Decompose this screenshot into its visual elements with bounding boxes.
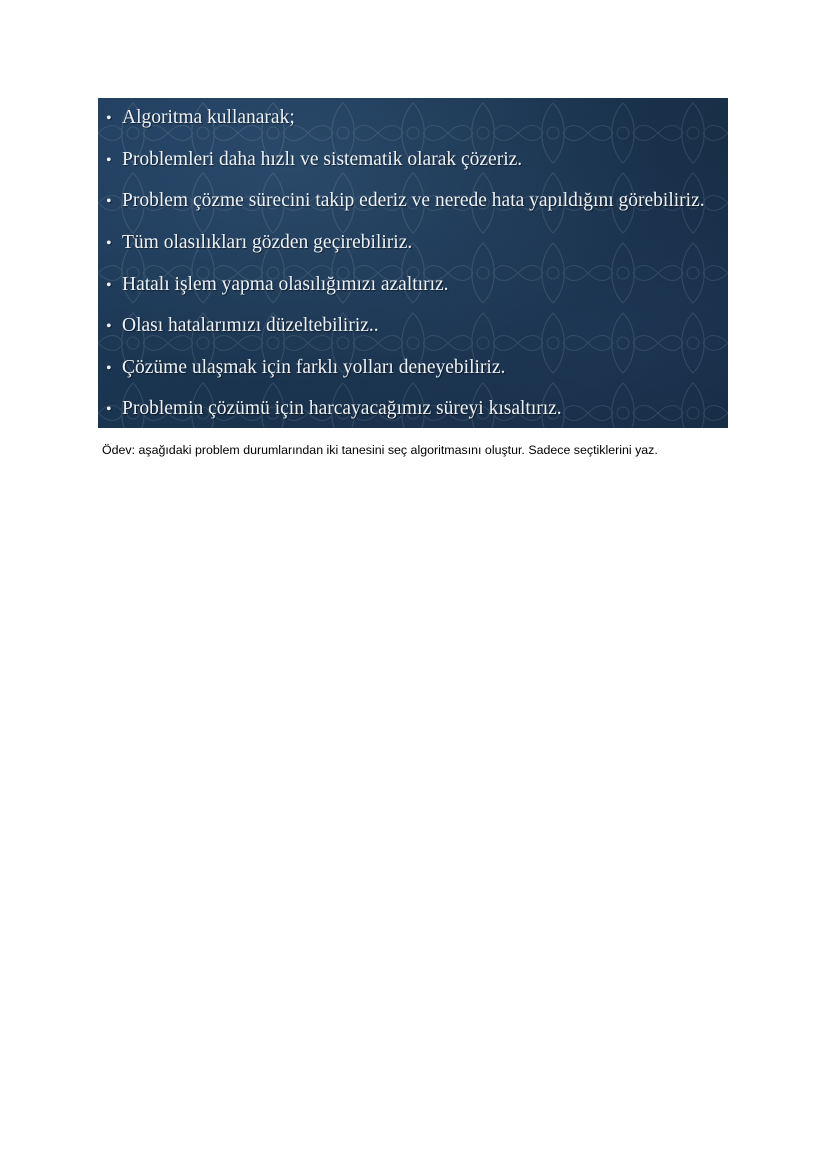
bullet-text: Problem çözme sürecini takip ederiz ve nerede hata yapıldığını görebiliriz. bbox=[122, 190, 705, 211]
bullet-text: Tüm olasılıkları gözden geçirebiliriz. bbox=[122, 232, 413, 253]
bullet-icon: • bbox=[106, 152, 112, 169]
bullet-text: Problemleri daha hızlı ve sistematik olarak çözeriz. bbox=[122, 149, 523, 170]
bullet-icon: • bbox=[106, 318, 112, 335]
bullet-item bbox=[106, 353, 505, 383]
bullet-icon: • bbox=[106, 401, 112, 418]
bullet-text: Problemin çözümü için harcayacağımız süreyi kısaltırız. bbox=[122, 398, 562, 419]
bullet-item bbox=[106, 270, 449, 300]
bullet-icon: • bbox=[106, 235, 112, 252]
bullet-text: Çözüme ulaşmak için farklı yolları deneyebiliriz. bbox=[122, 357, 506, 378]
bullet-item bbox=[106, 145, 522, 175]
bullet-item bbox=[106, 228, 412, 258]
assignment-caption: Ödev: aşağıdaki problem durumlarından iki tanesini seç algoritmasını oluştur. Sadece seçtiklerini yaz. bbox=[102, 443, 658, 457]
bullet-item bbox=[106, 103, 295, 133]
bullet-item bbox=[106, 311, 379, 341]
bullet-item bbox=[106, 186, 705, 216]
bullet-icon: • bbox=[106, 110, 112, 127]
bullet-item bbox=[106, 394, 562, 424]
bullet-text: Algoritma kullanarak; bbox=[122, 107, 295, 128]
bullet-icon: • bbox=[106, 193, 112, 210]
bullet-text: Hatalı işlem yapma olasılığımızı azaltırız. bbox=[122, 274, 449, 295]
bullet-text: Olası hatalarımızı düzeltebiliriz.. bbox=[122, 315, 379, 336]
bullet-icon: • bbox=[106, 277, 112, 294]
bullet-icon: • bbox=[106, 360, 112, 377]
slide-image bbox=[98, 98, 728, 428]
